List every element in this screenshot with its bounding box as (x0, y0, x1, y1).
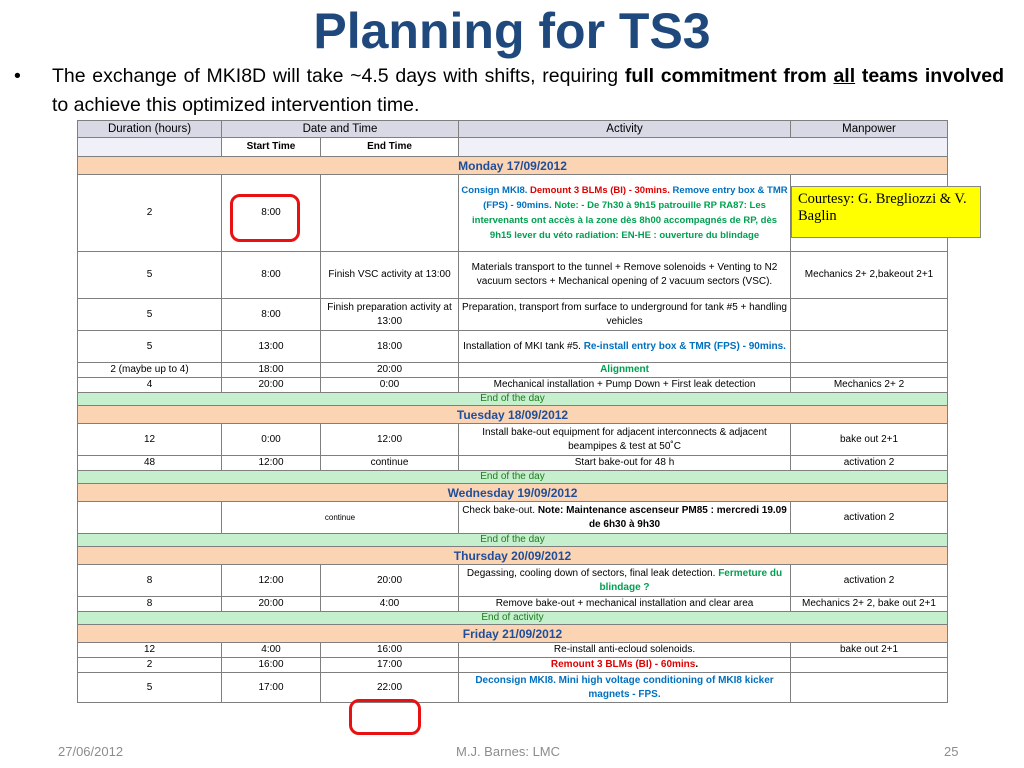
duration-cell: 12 (78, 643, 222, 658)
date-time-cell: continue (222, 502, 459, 534)
activity-text: Consign MKI8. (461, 185, 531, 196)
day-label: Friday 21/09/2012 (78, 625, 948, 643)
table-row (78, 299, 948, 331)
manpower-cell: Mechanics 2+ 2,bakeout 2+1 (791, 252, 948, 299)
activity-text: Fermeture du blindage ? (599, 567, 783, 593)
activity-cell: Re-install anti-ecloud solenoids. (459, 643, 791, 658)
bullet-point (14, 62, 1004, 120)
manpower-cell: Mechanics 2+ 2 (791, 378, 948, 393)
start-cell: 18:00 (222, 363, 321, 378)
activity-cell: Mechanical installation + Pump Down + First leak detection (459, 378, 791, 393)
duration-cell: 2 (maybe up to 4) (78, 363, 222, 378)
end-cell: 17:00 (321, 658, 459, 673)
end-of-activity-row (78, 612, 948, 625)
day-label: Thursday 20/09/2012 (78, 547, 948, 565)
duration-cell (78, 502, 222, 534)
activity-cell: Remove bake-out + mechanical installation and clear area (459, 597, 791, 612)
day-label: Monday 17/09/2012 (78, 157, 948, 175)
table-row (78, 363, 948, 378)
day-row-monday (78, 157, 948, 175)
manpower-cell: activation 2 (791, 456, 948, 471)
start-cell: 16:00 (222, 658, 321, 673)
subheader-start-time: Start Time (222, 138, 321, 157)
start-cell: 12:00 (222, 456, 321, 471)
start-cell: 8:00 (222, 299, 321, 331)
manpower-cell: bake out 2+1 (791, 643, 948, 658)
courtesy-note: Courtesy: G. Bregliozzi & V. Baglin (791, 186, 981, 238)
duration-cell: 2 (78, 175, 222, 252)
bullet-bold-part: full commitment from (624, 65, 834, 87)
end-cell: 22:00 (321, 673, 459, 703)
manpower-cell: activation 2 (791, 565, 948, 597)
table-row (78, 658, 948, 673)
manpower-cell: bake out 2+1 (791, 424, 948, 456)
end-label: End of the day (78, 471, 948, 484)
header-date-time: Date and Time (222, 121, 459, 138)
activity-cell (459, 658, 791, 673)
activity-text: Check bake-out. (462, 504, 538, 516)
header-row (78, 121, 948, 138)
start-cell: 8:00 (222, 252, 321, 299)
activity-cell: Preparation, transport from surface to underground for tank #5 + handling vehicles (459, 299, 791, 331)
activity-cell (459, 502, 791, 534)
manpower-cell (791, 673, 948, 703)
end-cell: 12:00 (321, 424, 459, 456)
activity-cell: Install bake-out equipment for adjacent interconnects & adjacent beampipes & test at 50˚C (459, 424, 791, 456)
day-row-wednesday (78, 484, 948, 502)
header-activity: Activity (459, 121, 791, 138)
activity-note: Note: - De 7h30 à 9h15 patrouille RP RA87: Les intervenants ont accès à la zone dès 8h00 accompagnés de RP, dès 9h15 lever du véto radiation: EN-HE : ouverture du blindage (472, 200, 778, 241)
header-duration: Duration (hours) (78, 121, 222, 138)
table-row (78, 565, 948, 597)
activity-text: Installation of MKI tank #5. (463, 340, 584, 352)
day-row-friday (78, 625, 948, 643)
activity-text: . (695, 659, 699, 670)
table-row (78, 673, 948, 703)
table-row (78, 456, 948, 471)
start-cell: 8:00 (222, 175, 321, 252)
day-label: Tuesday 18/09/2012 (78, 406, 948, 424)
table-row (78, 597, 948, 612)
day-row-tuesday (78, 406, 948, 424)
highlight-circle-end (349, 699, 421, 735)
subheader-row (78, 138, 948, 157)
duration-cell: 48 (78, 456, 222, 471)
activity-text: Re-install entry box & TMR (FPS) - 90mins. (583, 340, 786, 352)
end-cell: 4:00 (321, 597, 459, 612)
activity-cell: Deconsign MKI8. Mini high voltage conditioning of MKI8 kicker magnets - FPS. (459, 673, 791, 703)
end-cell: 0:00 (321, 378, 459, 393)
table-row (78, 424, 948, 456)
end-cell: Finish preparation activity at 13:00 (321, 299, 459, 331)
duration-cell: 5 (78, 252, 222, 299)
start-cell: 0:00 (222, 424, 321, 456)
bullet-text-part: to achieve this optimized intervention time. (52, 94, 420, 116)
manpower-cell: Mechanics 2+ 2, bake out 2+1 (791, 597, 948, 612)
footer-date: 27/06/2012 (58, 744, 124, 759)
table-row (78, 331, 948, 363)
duration-cell: 2 (78, 658, 222, 673)
end-cell (321, 175, 459, 252)
duration-cell: 8 (78, 565, 222, 597)
activity-text: Remount 3 BLMs (BI) - 60mins (550, 659, 696, 670)
subheader-empty (459, 138, 948, 157)
activity-cell (459, 331, 791, 363)
activity-cell: Alignment (459, 363, 791, 378)
table-row (78, 502, 948, 534)
end-cell: 20:00 (321, 363, 459, 378)
manpower-cell (791, 331, 948, 363)
bullet-bold-part: teams involved (855, 65, 1004, 87)
day-label: Wednesday 19/09/2012 (78, 484, 948, 502)
slide-title: Planning for TS3 (313, 3, 711, 59)
bullet-underline-part: all (833, 65, 856, 87)
end-cell: 20:00 (321, 565, 459, 597)
start-cell: 12:00 (222, 565, 321, 597)
activity-cell: Start bake-out for 48 h (459, 456, 791, 471)
end-cell: continue (321, 456, 459, 471)
start-cell: 13:00 (222, 331, 321, 363)
manpower-cell (791, 299, 948, 331)
header-manpower: Manpower (791, 121, 948, 138)
end-of-day-row (78, 393, 948, 406)
subheader-end-time: End Time (321, 138, 459, 157)
subheader-empty (78, 138, 222, 157)
end-cell: 18:00 (321, 331, 459, 363)
activity-cell (459, 565, 791, 597)
start-cell: 20:00 (222, 597, 321, 612)
table-row (78, 252, 948, 299)
footer-author: M.J. Barnes: LMC (456, 744, 561, 759)
activity-text: Degassing, cooling down of sectors, final leak detection. (466, 567, 719, 579)
bullet-text (52, 62, 1004, 120)
duration-cell: 5 (78, 331, 222, 363)
duration-cell: 12 (78, 424, 222, 456)
duration-cell: 5 (78, 673, 222, 703)
activity-cell (459, 175, 791, 252)
end-label: End of activity (78, 612, 948, 625)
day-row-thursday (78, 547, 948, 565)
activity-text: Demount 3 BLMs (BI) - 30mins. (530, 185, 673, 196)
end-of-day-row (78, 534, 948, 547)
activity-text: Remove entry box & TMR (FPS) - 90mins. (483, 185, 788, 211)
manpower-cell (791, 658, 948, 673)
footer-page-number: 25 (944, 744, 959, 759)
duration-cell: 8 (78, 597, 222, 612)
duration-cell: 5 (78, 299, 222, 331)
bullet-marker: • (14, 65, 21, 87)
manpower-cell (791, 363, 948, 378)
table-row (78, 643, 948, 658)
highlight-circle-start (230, 194, 300, 242)
start-cell: 20:00 (222, 378, 321, 393)
activity-note: Note: Maintenance ascenseur PM85 : mercredi 19.09 de 6h30 à 9h30 (537, 504, 787, 530)
end-label: End of the day (78, 393, 948, 406)
manpower-cell: activation 2 (791, 502, 948, 534)
activity-cell: Materials transport to the tunnel + Remove solenoids + Venting to N2 vacuum sectors + Mechanical opening of 2 vacuum sectors (VSC). (459, 252, 791, 299)
start-cell: 4:00 (222, 643, 321, 658)
end-of-day-row (78, 471, 948, 484)
bullet-text-part: The exchange of MKI8D will take ~4.5 days with shifts, requiring (52, 65, 625, 87)
end-cell: 16:00 (321, 643, 459, 658)
table-row (78, 378, 948, 393)
duration-cell: 4 (78, 378, 222, 393)
start-cell: 17:00 (222, 673, 321, 703)
end-label: End of the day (78, 534, 948, 547)
end-cell: Finish VSC activity at 13:00 (321, 252, 459, 299)
